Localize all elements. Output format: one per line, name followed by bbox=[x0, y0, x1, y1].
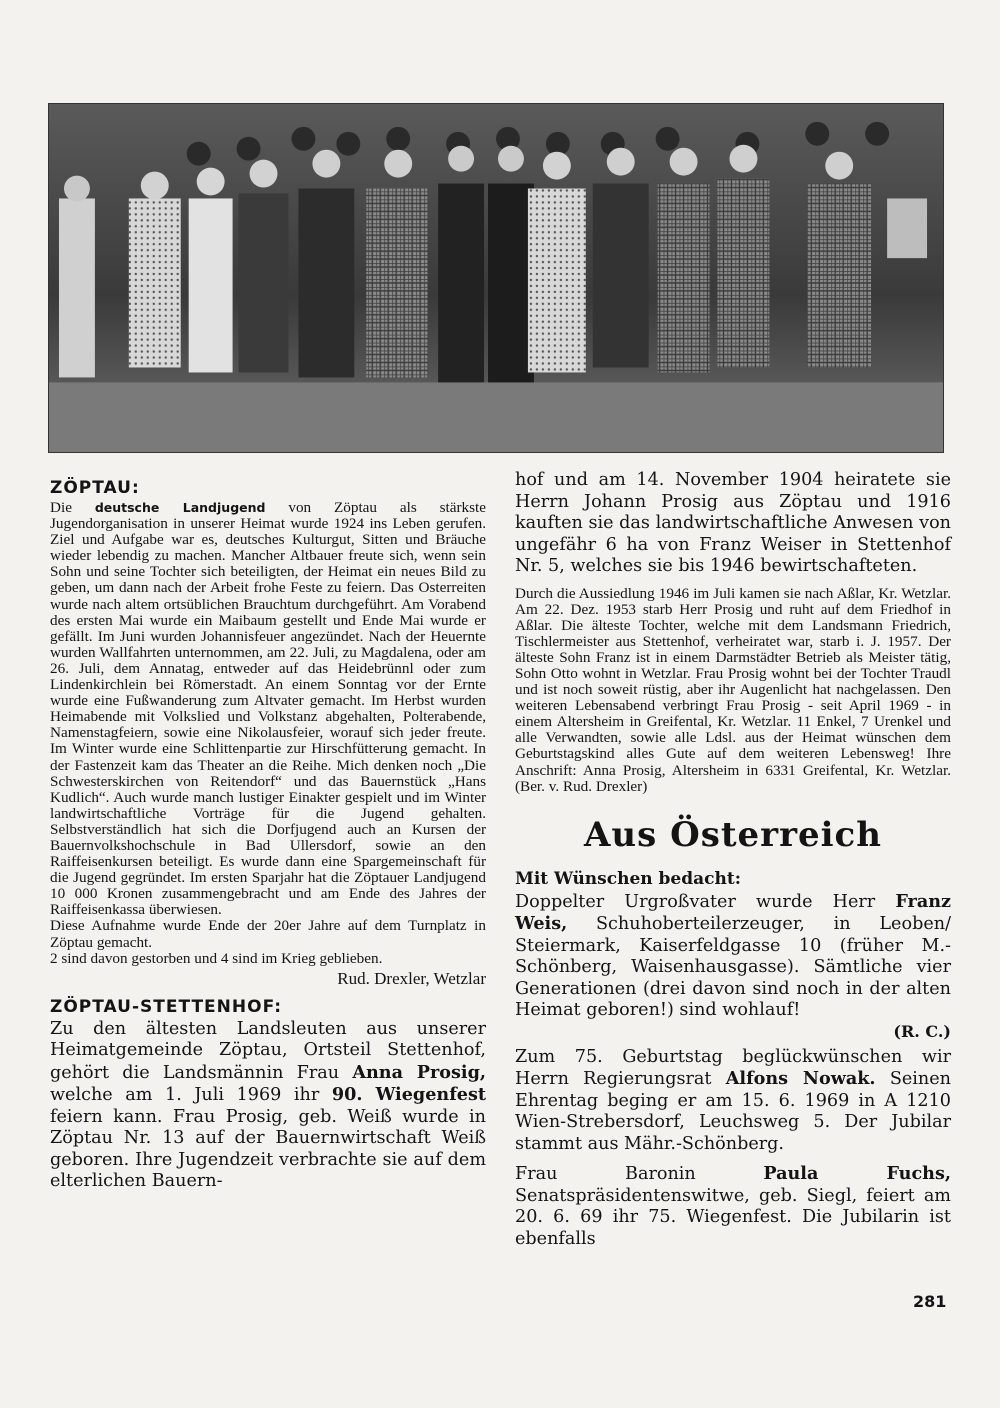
signature-drexler: Rud. Drexler, Wetzlar bbox=[337, 968, 486, 988]
name-franz-weis: Franz Weis, bbox=[515, 890, 952, 935]
bold-wiegenfest: 90. Wiegenfest bbox=[331, 1084, 486, 1106]
name-paula-fuchs: Paula Fuchs, bbox=[763, 1163, 952, 1185]
article-landjugend bbox=[50, 500, 486, 918]
photo-note: 2 sind davon gestorben und 4 sind im Krieg geblieben. bbox=[50, 949, 383, 967]
name-anna-prosig: Anna Prosig, bbox=[352, 1061, 486, 1083]
text-segment: Doppelter Urgroßvater wurde Herr bbox=[515, 891, 876, 912]
text-segment: feiern kann. Frau Prosig, geb. Weiß wurde in Zöptau Nr. 13 auf der Bauernwirtschaft Weiß geboren. Ihre Jugendzeit verbrachte sie auf dem elterlichen Bauern- bbox=[50, 1106, 486, 1192]
heading-stettenhof: ZÖPTAU-STETTENHOF: bbox=[50, 996, 283, 1017]
article-prosig-details: Durch die Aussiedlung 1946 im Juli kamen sie nach Aßlar, Kr. Wetzlar. Am 22. Dez. 1953 starb Herr Prosig und ruht auf dem Friedhof in Aßlar. Die älteste Tochter, welche mit dem Landsmann Friedrich, Tischlermeister aus Stettenhof, verheiratet war, starb i. J. 1957. Der älteste Sohn Franz ist in einem Darmstädter Betrieb als Meister tätig, Sohn Otto wohnt in Wetzlar. Frau Prosig wohnt bei der Tochter Traudl und ist noch soweit rüstig, aber ihr Augenlicht hat nachgelassen. Den weiteren Lebensabend verbringt Frau Prosig - seit April 1969 - in einem Altersheim in Greifental, Kr. Wetzlar. 11 Enkel, 7 Urenkel und alle Verwandten, sowie alle Ldsl. aus der Heimat wünschen dem Geburtstagskind alles Gute auf dem weiteren Lebensweg! Ihre Anschrift: Anna Prosig, Altersheim in 6331 Greifental, Kr. Wetzlar. (Ber. v. Rud. Drexler) bbox=[515, 584, 951, 795]
signature-rc: (R. C.) bbox=[893, 1021, 951, 1041]
text-segment: Schuhoberteilerzeuger, in Leoben/ Steiermark, Kaiserfeldgasse 10 (früher M.-Schönberg, Waisenhausgasse). Sämtliche vier Generationen (drei davon sind noch in der alten Heimat geboren!) sind wohlauf! bbox=[515, 914, 951, 1021]
text-segment: Seinen Ehrentag beging er am 15. 6. 1969 in A 1210 Wien-Strebersdorf, Leuchsweg 5. Der Jubilar stammt aus Mähr.-Schönberg. bbox=[515, 1069, 952, 1154]
intro-word: Die bbox=[50, 499, 72, 516]
article-franz-weis bbox=[515, 891, 951, 1022]
text-segment: welche am 1. Juli 1969 ihr bbox=[50, 1085, 320, 1106]
subhead-wuenschen: Mit Wünschen bedacht: bbox=[515, 868, 741, 889]
left-column bbox=[50, 470, 486, 1193]
heading-zoeptau: ZÖPTAU: bbox=[50, 478, 140, 498]
text-segment: Senatspräsidentenswitwe, geb. Siegl, feiert am 20. 6. 69 ihr 75. Wiegenfest. Die Jubilarin ist ebenfalls bbox=[515, 1185, 951, 1249]
article-paula-fuchs bbox=[515, 1163, 951, 1250]
text-segment: Zu den ältesten Landsleuten aus unserer Heimatgemeinde Zöptau, Ortsteil Stettenhof, gehört die Landsmännin Frau bbox=[50, 1018, 486, 1083]
article-prosig-cont: hof und am 14. November 1904 heiratete sie Herrn Johann Prosig aus Zöptau und 1916 kauften sie das landwirtschaftliche Anwesen von ungefähr 6 ha von Franz Weiser in Stettenhof Nr. 5, welches sie bis 1946 bewirtschafteten. bbox=[515, 470, 951, 576]
photo-caption: Diese Aufnahme wurde Ende der 20er Jahre auf dem Turnplatz in Zöptau gemacht. bbox=[50, 917, 486, 951]
name-alfons-nowak: Alfons Nowak. bbox=[725, 1068, 876, 1090]
article-prosig-start bbox=[50, 1019, 486, 1193]
section-title-oesterreich: Aus Österreich bbox=[584, 814, 882, 855]
group-photo bbox=[48, 103, 944, 453]
article-alfons-nowak bbox=[515, 1047, 951, 1156]
article-landjugend-body: von Zöptau als stärkste Jugendorganisation in unserer Heimat wurde 1924 ins Leben gerufen. Ziel und Aufgabe war es, deutsches Kulturgut, Sitten und Bräuche wieder lebendig zu machen. Mancher Altbauer freute sich, wenn sein Sohn und seine Tochter sich beteiligten, der Heimat ein neues Bild zu geben, um dann nach der Arbeit frohe Feste zu feiern. Das Osterreiten wurde nach altem ortsüblichen Brauchtum durchgeführt. Am Vorabend des ersten Mai wurde ein Maibaum gestellt und Ende Mai wurde er gefällt. Im Juni wurden Johannisfeuer angezündet. Nach der Heuernte wurden Wallfahrten unternommen, am 22. Juli, zu Magdalena, oder am 26. Juli, dem Annatag, entweder auf das Heidebrünnl oder zum Lindenkirchlein bei Römerstadt. An einem Sonntag vor der Ernte wurde eine Fußwanderung zum Altvater gemacht. Im Herbst wurden Heimabende mit Volkslied und Volkstanz abgehalten, Polterabende, Namenstagfeiern, sowie eine Nikolausfeier, worauf sich jeder freute. Im Winter wurde eine Schlittenpartie zur Hirschfütterung gemacht. In der Fastenzeit kam das Theater an die Reihe. Mich denken noch „Die Schwesterskirchen von Reitendorf“ und das Bauernstück „Hans Kudlich“. Auch wurde manch lustiger Einakter gespielt und im Winter landwirtschaftliche Vorträge für die Jugend gehalten. Selbstverständlich hat sich die Dorfjugend auch an Kursen der Bauernvolkshochschule in Bad Ullersdorf, sowie an den Raiffeisenkursen beteiligt. Es wurde dann eine Spargemeinschaft für die Jugend gegründet. Im ersten Sparjahr hat die Zöptauer Landjugend 10 000 Kronen zusammengebracht und am Ende des Jahres der Raiffeisenkassa überwiesen. bbox=[50, 499, 487, 919]
text-segment: Zum 75. Geburtstag beglückwünschen wir Herrn Regierungsrat bbox=[515, 1046, 951, 1090]
group-photo-image bbox=[49, 104, 943, 452]
page-number: 281 bbox=[913, 1292, 947, 1311]
right-column bbox=[515, 470, 951, 1250]
keyword-landjugend: deutsche Landjugend bbox=[94, 500, 266, 515]
text-segment: Frau Baronin bbox=[515, 1164, 696, 1185]
